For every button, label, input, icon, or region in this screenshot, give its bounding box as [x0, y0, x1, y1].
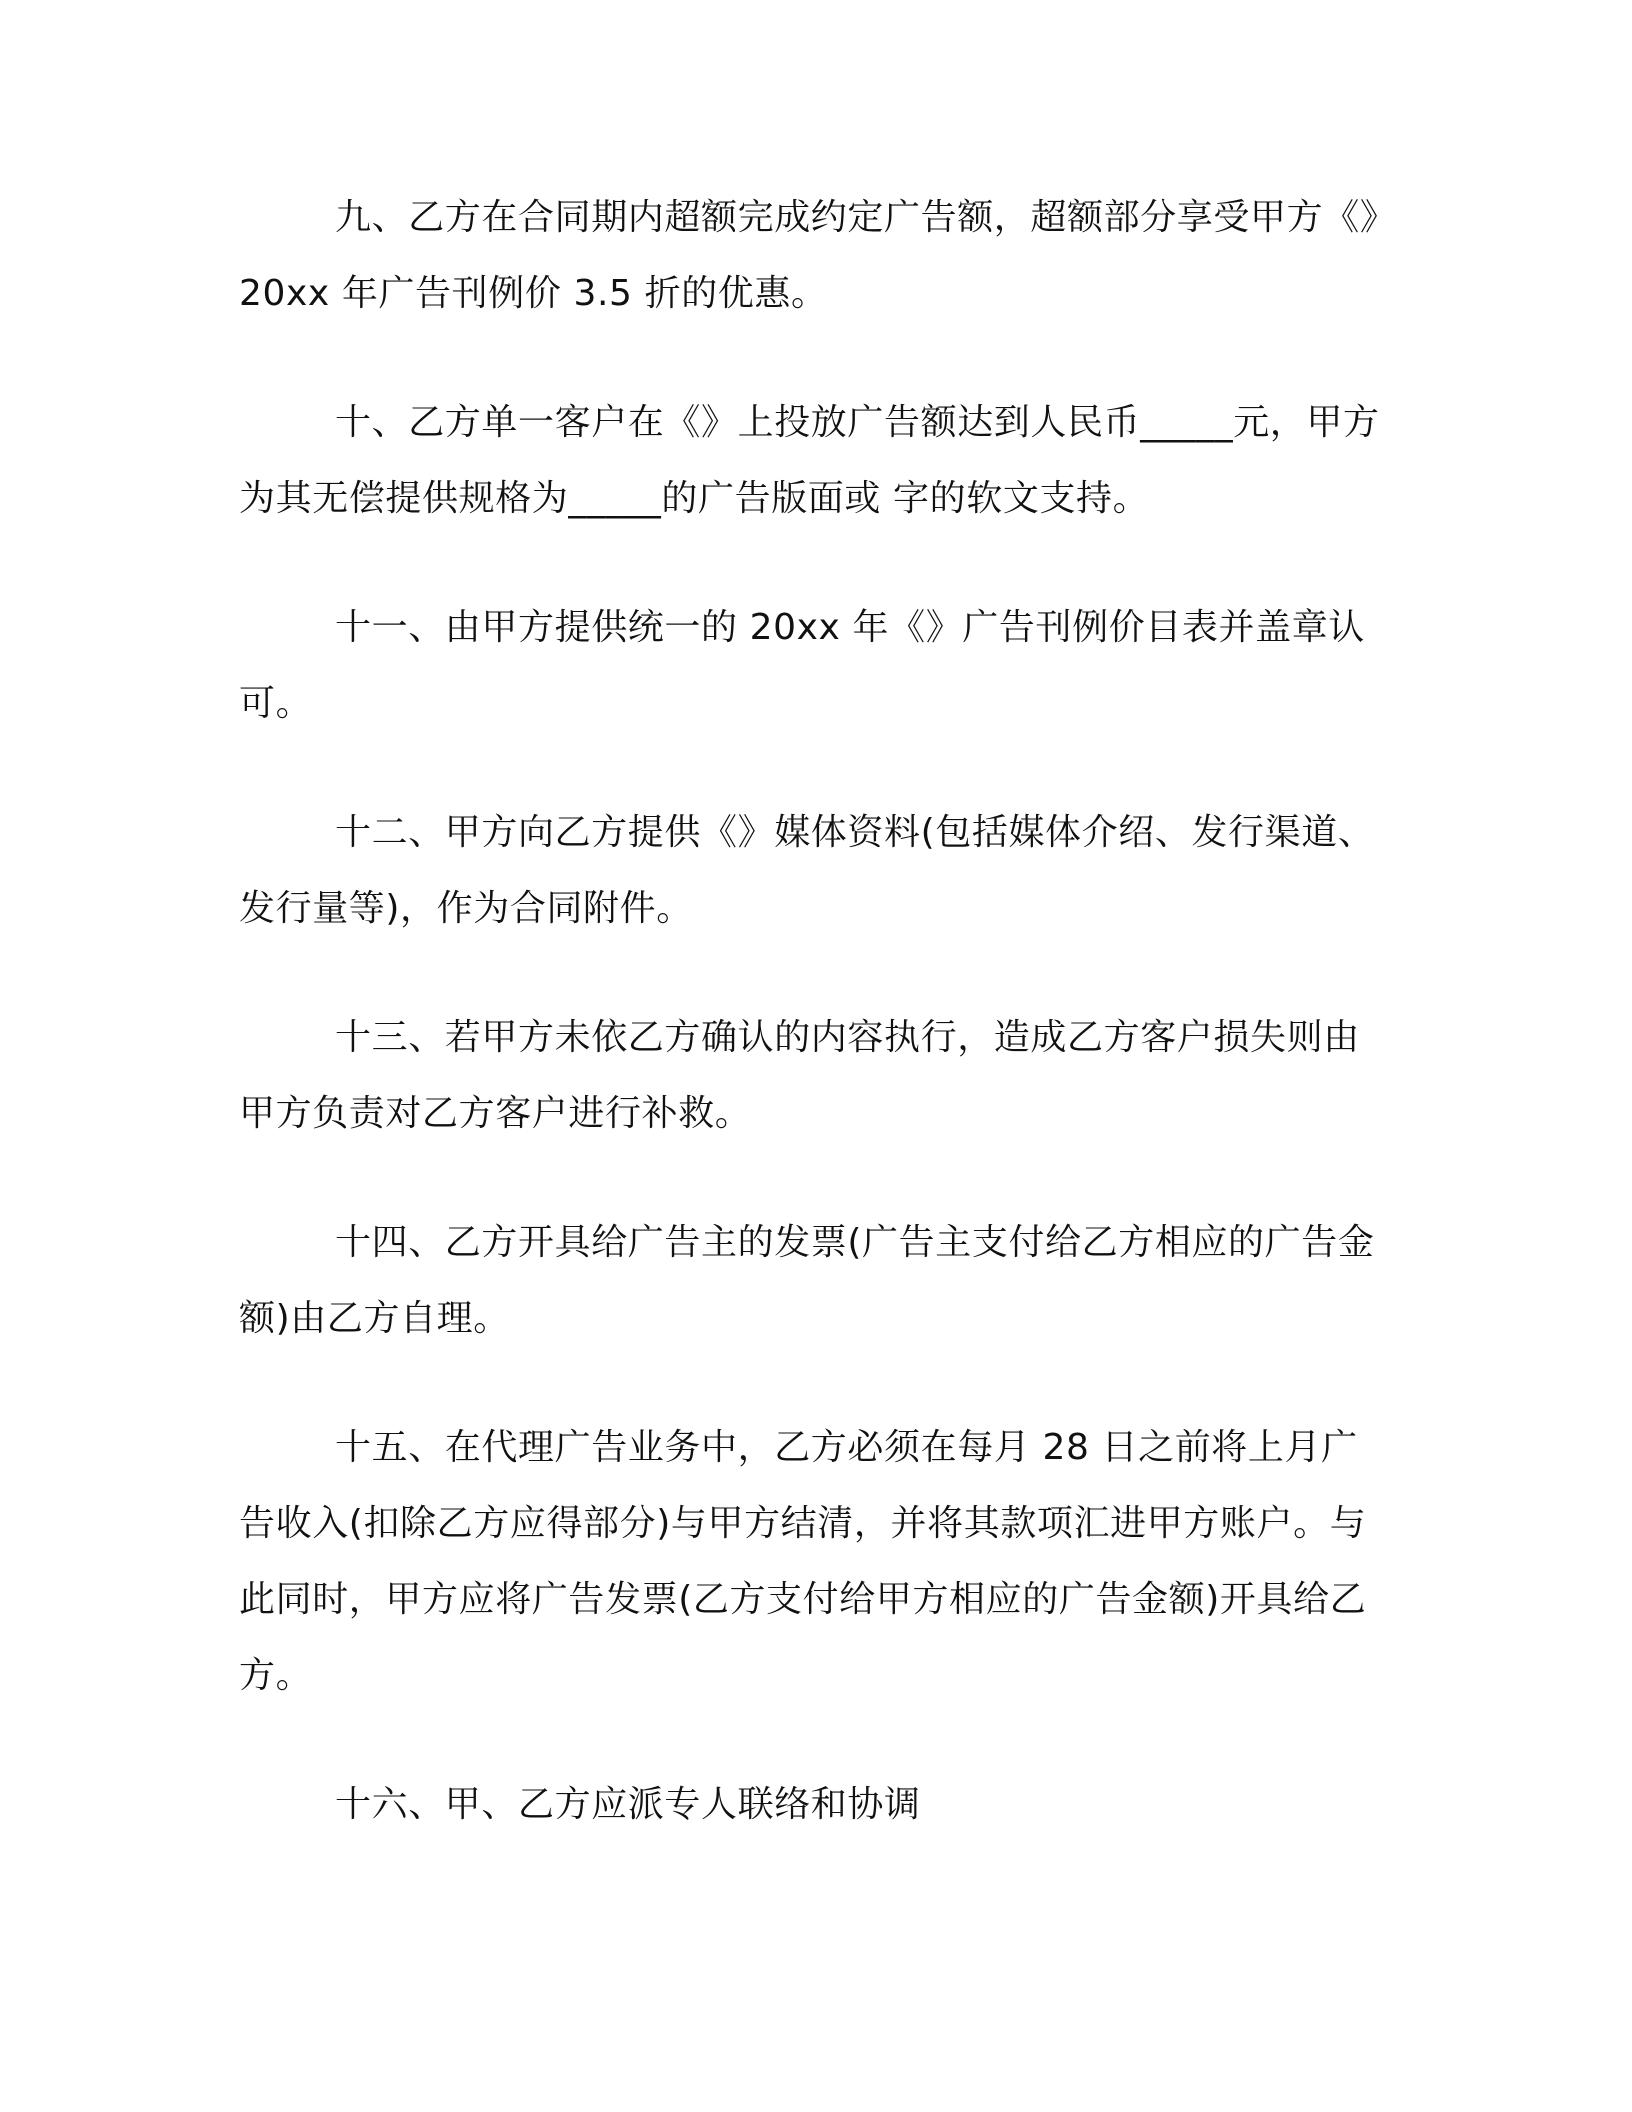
clause-11: 十一、由甲方提供统一的 20xx 年《》广告刊例价目表并盖章认可。: [239, 607, 1365, 724]
clause-10: 十、乙方单一客户在《》上投放广告额达到人民币_____元，甲方为其无偿提供规格为_____的广告版面或 字的软文支持。: [239, 402, 1380, 519]
clause-16: 十六、甲、乙方应派专人联络和协调: [335, 1784, 921, 1825]
clause-14: 十四、乙方开具给广告主的发票(广告主支付给乙方相应的广告金额)由乙方自理。: [239, 1222, 1375, 1339]
clause-13: 十三、若甲方未依乙方确认的内容执行，造成乙方客户损失则由甲方负责对乙方客户进行补救。: [239, 1017, 1360, 1134]
clause-12: 十二、甲方向乙方提供《》媒体资料(包括媒体介绍、发行渠道、发行量等)，作为合同附件。: [239, 812, 1375, 929]
clause-15: 十五、在代理广告业务中，乙方必须在每月 28 日之前将上月广告收入(扣除乙方应得部分)与甲方结清，并将其款项汇进甲方账户。与此同时，甲方应将广告发票(乙方支付给甲方相应的广告金额)开具给乙方。: [239, 1427, 1367, 1696]
clause-9: 九、乙方在合同期内超额完成约定广告额，超额部分享受甲方《》20xx 年广告刊例价 3.5 折的优惠。: [239, 197, 1379, 314]
document-body: [239, 180, 1394, 1896]
